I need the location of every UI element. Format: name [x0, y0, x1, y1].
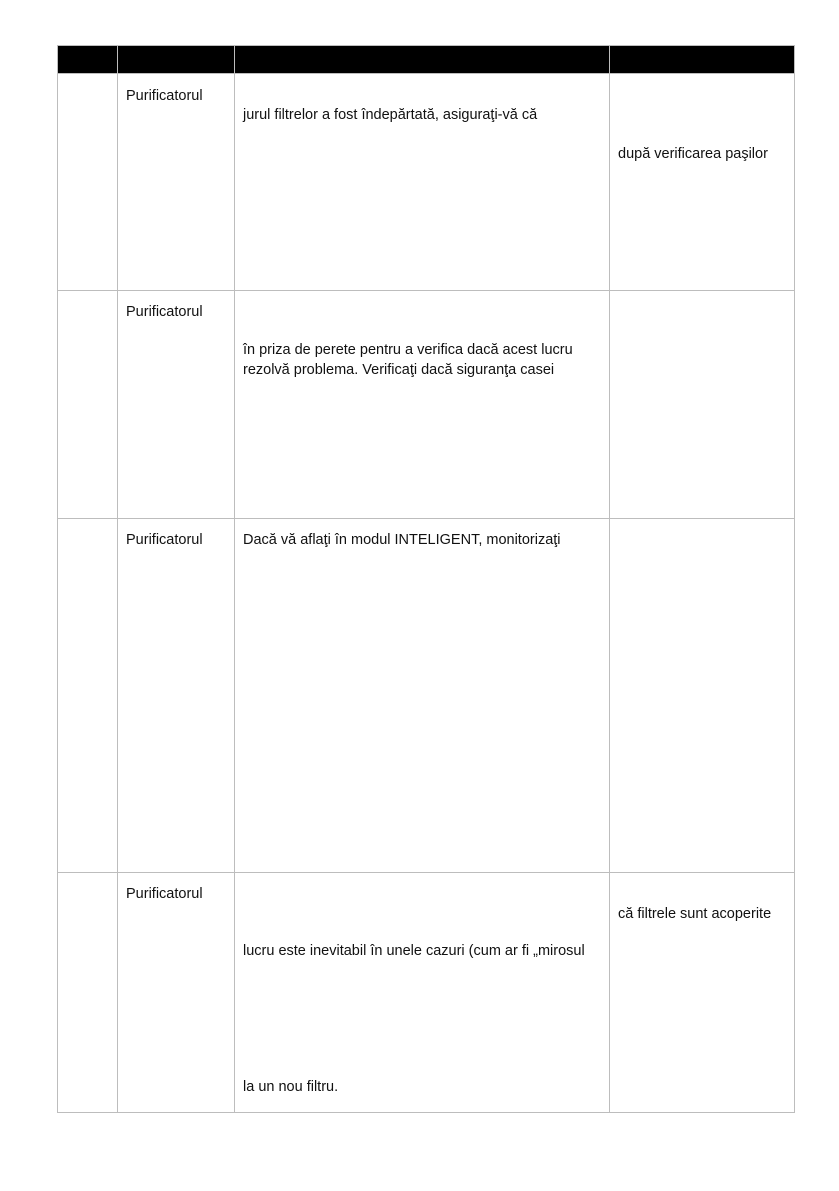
table-row [58, 873, 795, 1113]
solution-cell [235, 873, 610, 1113]
solution-cell [235, 519, 610, 873]
note-cell [610, 519, 795, 873]
header-cell-3 [235, 46, 610, 74]
solution-cell [235, 291, 610, 519]
solution-cell [235, 74, 610, 291]
row-number-cell [58, 873, 118, 1113]
solution-line: jurul filtrelor a fost îndepărtată, asiguraţi-vă că [243, 107, 538, 123]
issue-cell [118, 519, 235, 873]
solution-line: Dacă vă aflaţi în modul INTELIGENT, monitorizaţi [243, 532, 561, 548]
issue-cell [118, 74, 235, 291]
table-row [58, 519, 795, 873]
issue-text: Purificatorul [126, 886, 203, 902]
note-cell [610, 873, 795, 1113]
troubleshooting-table [57, 45, 795, 1113]
table-row [58, 291, 795, 519]
header-cell-4 [610, 46, 795, 74]
issue-text: Purificatorul [126, 304, 203, 320]
note-cell [610, 74, 795, 291]
solution-line: lucru este inevitabil în unele cazuri (cum ar fi „mirosul [243, 943, 585, 959]
row-number-cell [58, 519, 118, 873]
table-row [58, 74, 795, 291]
note-line: după verificarea paşilor [618, 146, 768, 162]
row-number-cell [58, 291, 118, 519]
solution-line: rezolvă problema. Verificaţi dacă siguranţa casei [243, 362, 555, 378]
solution-line: la un nou filtru. [243, 1079, 339, 1095]
solution-line: în priza de perete pentru a verifica dacă acest lucru [243, 342, 573, 358]
row-number-cell [58, 74, 118, 291]
note-cell [610, 291, 795, 519]
issue-cell [118, 291, 235, 519]
note-line: că filtrele sunt acoperite [618, 906, 772, 922]
table-header-row [58, 46, 795, 74]
header-cell-2 [118, 46, 235, 74]
issue-cell [118, 873, 235, 1113]
issue-text: Purificatorul [126, 88, 203, 104]
header-cell-1 [58, 46, 118, 74]
issue-text: Purificatorul [126, 532, 203, 548]
